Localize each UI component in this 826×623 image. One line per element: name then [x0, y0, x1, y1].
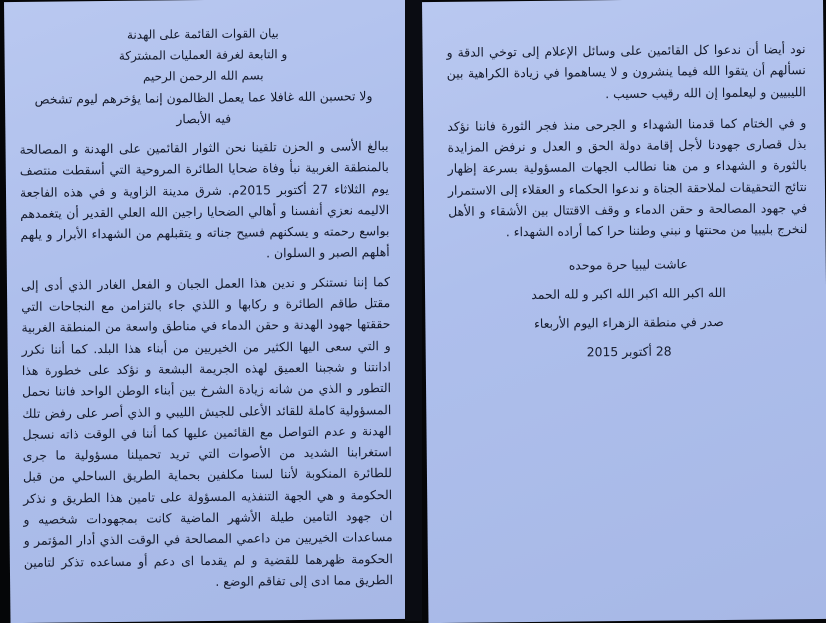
- basmala: بسم الله الرحمن الرحيم: [142, 68, 264, 84]
- statement-subtitle: و التابعة لغرفة العمليات المشتركة: [118, 47, 288, 63]
- issued-location-line: صدر في منطقة الزهراء اليوم الأربعاء: [533, 313, 724, 331]
- condemnation-paragraph: كما إننا نستنكر و ندين هذا العمل الجبان و الفعل الغادر الذي أدى إلى مقتل طاقم الطائرة و ركابها و اللذي جاء بالتزامن مع النجاحات التي حققتها جهود الهدنة و حقن الدماء في مناطق واسعة من المنطقة الغربية و التي سعى اليها الكثير من الخيريين من أبناء هذا البلد. كما أننا نكرر ادانتنا و شجبنا العميق لهذه الجريمة البشعة و نؤكد على خطورة هذا التطور و الذي من شانه زيادة الشرخ بين أبناء الوطن الواحد فاننا نحمل المسؤولية كاملة للقائد الأعلى للجيش الليبي و الذي أصر على رفض تلك الهدنة و عدم التواصل مع القائمين عليها كما أننا في الوقت ذاته نسجل استغرابنا الشديد من الأصوات التي تريد تحميلنا مسؤولية ما جرى للطائرة المنكوبة لأننا لسنا مكلفين بحماية الطريق الساحلي من قبل الحكومة و هي الجهة التنفذيه المسؤولة على تامين هذا الطريق و نذكر ان جهود التامين طيلة الأشهر الماضية كانت بمجهودات شخصيه و مساعدات الخيريين من داعمي المصالحة في الوقت الذي أدار المؤتمر و الحكومة ظهرهما للقضية و لم يقدما اى دعم أو مساعده تذكر لتامين الطريق مما ادى إلى تفاقم الوضع .: [20, 273, 394, 589]
- statement-page-right: [422, 0, 826, 623]
- issue-date: 28 أكتوبر 2015: [586, 343, 672, 360]
- closing-paragraph: و في الختام كما قدمنا الشهداء و الجرحى منذ فجر الثورة فاننا نؤكد بذل قصارى جهودنا لأجل إقامة دولة الحق و العدل و نرفض المزايدة بالثورة و الشهداء و من هنا نطالب الجهات المسؤولية بسرعة إظهار نتائج التحقيقات لملاحقة الجناة و ندعوا الحكماء و العقلاء إلى الاستمرار في جهود المصالحة و حقن الدماء و وقف الاقتتال بين الأشقاء و الأهل لنخرج بليبيا من محنتها و نبني وطننا حرا كما أراده الشهداء .: [447, 114, 808, 240]
- condolence-paragraph: ببالغ الأسى و الحزن تلقينا نحن الثوار القائمين على الهدنة و المصالحة بالمنطقة الغربية نبأ وفاة ضحايا الطائرة المروحية التي أسقطت منتصف يوم الثلاثاء 27 أكتوبر 2015م. شرق مدينة الزاوية و في هذه الفاجعة الاليمه نعزي أنفسنا و أهالي الضحايا راجين الله العلي القدير أن يتغمدهم بواسع رحمته و يسكنهم فسيح جناته و يتقبلهم من الشهداء الأبرار و يلهم أهلهم الصبر و السلوان .: [19, 138, 390, 261]
- takbir-line: الله اكبر الله اكبر الله اكبر و لله الحمد: [531, 284, 726, 302]
- statement-page-left: [4, 0, 411, 623]
- quran-verse: ولا تحسبن الله غافلا عما يعمل الظالمون إنما يؤخرهم ليوم تشخص فيه الأبصار: [34, 88, 373, 127]
- page-gap: [405, 0, 422, 621]
- media-appeal-paragraph: نود أيضا أن ندعوا كل القائمين على وسائل الإعلام إلى توخي الدقة و نسألهم أن يتقوا الله فيما ينشرون و لا يساهموا في زيادة الكراهية بين الليبيين و ليعلموا إن الله رقيب حسيب .: [446, 41, 807, 101]
- statement-title: بيان القوات القائمة على الهدنة: [126, 26, 279, 42]
- slogan-line: عاشت ليبيا حرة موحده: [568, 256, 688, 273]
